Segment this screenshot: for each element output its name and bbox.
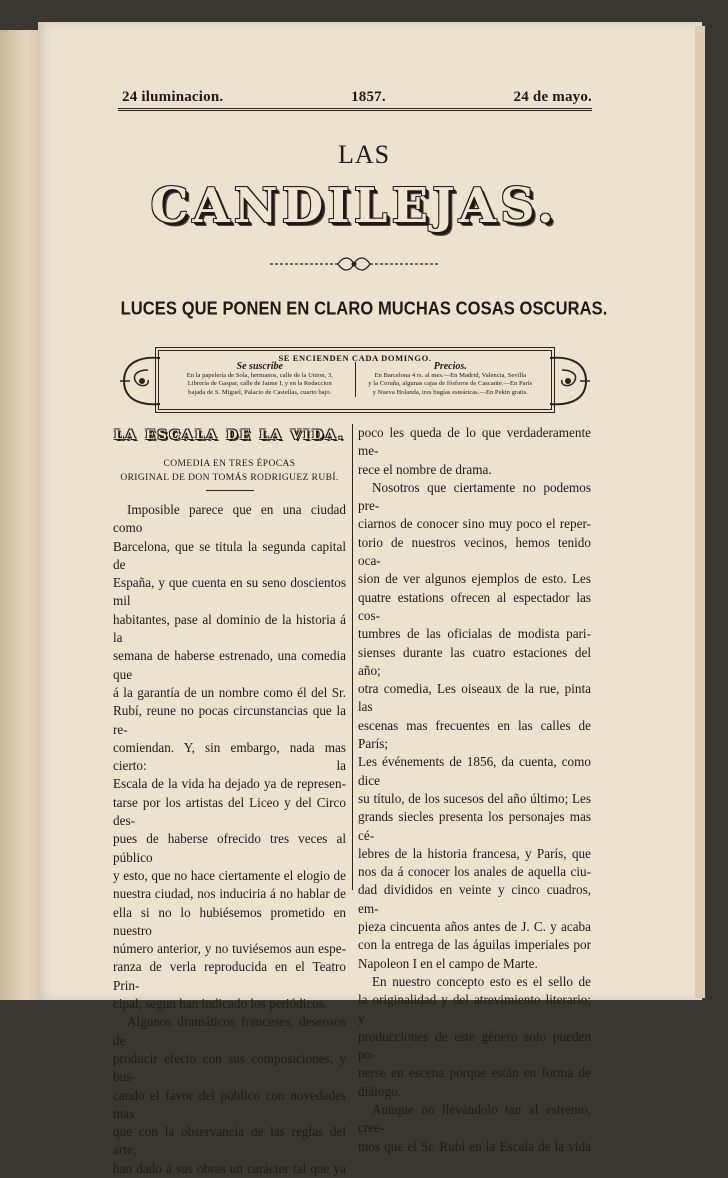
subscription-prices <box>355 362 546 397</box>
text-line: rece el nombre de drama. <box>358 461 492 477</box>
text-line: producciones de este género solo pueden po- <box>358 1028 591 1063</box>
text-line: que con la observancia de las reglas del arte, <box>113 1124 346 1158</box>
text-line: habitantes, pase al dominio de la historia á la <box>113 611 346 646</box>
text-line: Les événements de 1856, da cuenta, como dice <box>358 754 591 788</box>
issue-number: 24 iluminacion. <box>122 89 224 105</box>
subscribe-heading: Se suscribe <box>236 361 283 373</box>
article-author: ORIGINAL DE DON TOMÁS RODRIGUEZ RUBÍ. <box>120 473 339 483</box>
text-line: diálogo. <box>358 1083 401 1099</box>
scroll-ornament-left <box>118 352 162 410</box>
text-line: lebres de la historia francesa, y París, que <box>358 845 591 861</box>
text-line: sion de ver algunos ejemplos de esto. Les <box>358 571 591 587</box>
text-line: ella si no lo hubiésemos prometido en nuestro <box>113 904 346 938</box>
text-line: semana de haberse estrenado, una comedia que <box>113 648 346 682</box>
text-line: mos que el Sr. Rubí en la Escala de la vida <box>358 1138 591 1154</box>
text-line: comiendan. Y, sin embargo, nada mas cierto: la <box>113 739 346 774</box>
text-line: torio de nuestros vecinos, hemos tenido oca- <box>358 534 591 569</box>
text-line: nuestra ciudad, nos induciria á no hablar de <box>113 886 346 902</box>
text-line: su título, de los sucesos del año último; Les <box>358 790 591 806</box>
text-line: quatre estations ofrecen al espectador las cos- <box>358 589 591 623</box>
subscription-box <box>118 350 592 412</box>
text-line: producir efecto con sus composiciones, y bus- <box>113 1050 346 1085</box>
article-genre: COMEDIA EN TRES ÉPOCAS <box>163 459 296 469</box>
text-line: pieza cincuenta años antes de J. C. y acaba <box>358 919 591 935</box>
text-line: sienses durante las cuatro estaciones del año; <box>358 644 591 678</box>
text-line: con la entrega de las águilas imperiales por <box>358 937 591 953</box>
publication-schedule: SE ENCIENDEN CADA DOMINGO. <box>278 353 432 363</box>
text-line: la originalidad y del atrevimiento literario; y <box>358 992 591 1026</box>
article-body-right <box>358 424 591 1156</box>
subscription-info <box>158 350 552 410</box>
text-line: Imposible parece que en una ciudad como <box>113 502 346 536</box>
ornament-divider <box>268 254 440 274</box>
text-line: número anterior, y no tuviésemos aun espe- <box>113 941 346 957</box>
text-line: Nosotros que ciertamente no podemos pre- <box>358 479 591 514</box>
text-line: cipal, segun han indicado los periódicos. <box>113 996 328 1012</box>
article-column-right <box>358 424 591 1156</box>
price-line: y la Coruña, algunas cajas de fósforos de Cascante.—En París <box>368 380 533 388</box>
text-line: otra comedia, Les oiseaux de la rue, pinta las <box>358 681 591 715</box>
subscribe-line: En la papelería de Sola, hermanos, calle de la Union, 3, <box>186 372 333 380</box>
price-line: En Barcelona 4 rs. al mes.—En Madrid, Valencia, Sevilla <box>374 372 526 380</box>
text-line: pues de haberse ofrecido tres veces al público <box>113 831 346 865</box>
scroll-ornament-right <box>548 352 592 410</box>
text-line: grands siecles presenta los personajes mas cé- <box>358 809 591 843</box>
text-line: ciarnos de conocer sino muy poco el reper- <box>358 516 591 532</box>
text-line: Napoleon I en el campo de Marte. <box>358 955 538 971</box>
column-divider <box>352 424 353 890</box>
text-line: Aunque no llevándolo tan al estremo, cree- <box>358 1101 591 1136</box>
text-line: Rubí, reune no pocas circunstancias que la re- <box>113 703 346 737</box>
text-line: En nuestro concepto esto es el sello de <box>372 973 591 989</box>
text-line: poco les queda de lo que verdaderamente me- <box>358 425 591 459</box>
article-title: LA ESCALA DE LA VIDA. <box>113 428 346 443</box>
dateline <box>122 86 592 106</box>
title-rule <box>206 490 254 491</box>
text-line: España, y que cuenta en su seno doscientos mil <box>113 575 346 609</box>
masthead-article: LAS <box>337 140 391 169</box>
text-line: nos da á conocer los anales de aquella ciu- <box>358 864 591 880</box>
text-line: han dado á sus obras un carácter tal que ya <box>113 1160 346 1176</box>
article-body-left <box>113 501 346 1178</box>
text-line: nerse en escena porque están en forma de <box>358 1065 591 1081</box>
text-line: á la garantía de un nombre como él del Sr. <box>113 684 346 700</box>
text-line: Escala de la vida ha dejado ya de represen- <box>113 776 346 792</box>
text-line: tarse por los artistas del Liceo y del Circo des- <box>113 794 346 829</box>
text-line: escenas mas frecuentes en las calles de París; <box>358 717 591 752</box>
masthead-title: CANDILEJAS. <box>150 178 558 234</box>
page-stack-edge <box>695 26 705 998</box>
text-line: Algunos dramáticos franceses, deseosos de <box>113 1014 346 1048</box>
text-line: ranza de verla reproducida en el Teatro Prin- <box>113 959 346 993</box>
subscribe-line: bajada de S. Miguel, Palacio de Castellas, cuarto bajo. <box>188 388 332 396</box>
text-line: dad divididos en veinte y cinco cuadros, em- <box>358 882 591 916</box>
masthead-subtitle: LUCES QUE PONEN EN CLARO MUCHAS COSAS OSCURAS. <box>120 299 608 319</box>
text-line: y esto, que no hace ciertamente el elogio de <box>113 867 346 883</box>
text-line: Barcelona, que se titula la segunda capital de <box>113 538 346 572</box>
text-line: tumbres de las oficialas de modista pari- <box>358 626 591 642</box>
subscribe-line: Librería de Gaspar, calle de Jaime I, y en la Redaccion <box>187 380 332 388</box>
issue-date: 24 de mayo. <box>513 89 592 105</box>
price-line: y Nueva Holanda, tres bugías esteáricas.—En Pekin gratis. <box>372 388 528 396</box>
subscription-locations <box>165 362 355 397</box>
article-column-left <box>113 424 346 1178</box>
prices-heading: Precios. <box>433 361 467 373</box>
dateline-rule <box>118 108 592 111</box>
text-line: cando el favor del público con novedades mas <box>113 1087 346 1121</box>
issue-year: 1857. <box>351 89 386 105</box>
